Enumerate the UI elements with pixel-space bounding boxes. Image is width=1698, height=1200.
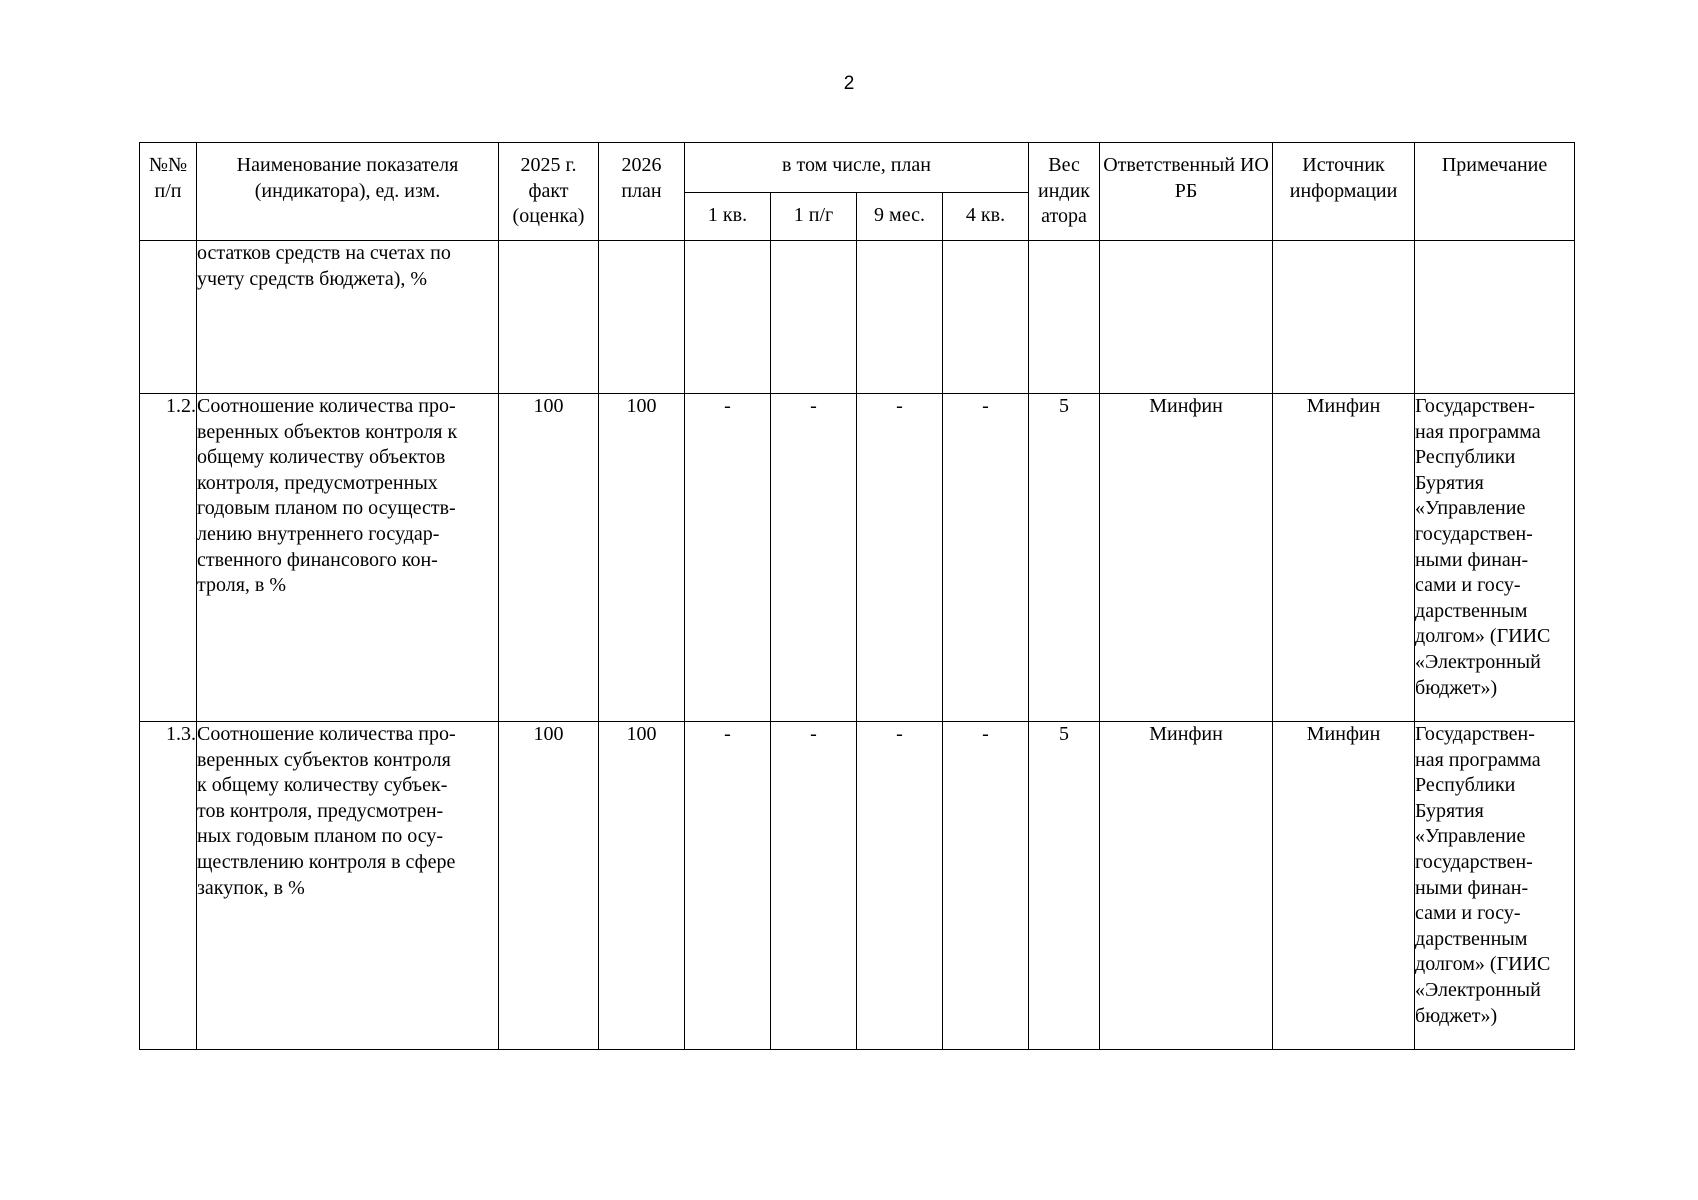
header-note: Примечание <box>1415 143 1575 241</box>
row-h1: - <box>771 722 857 1050</box>
header-q1: 1 кв. <box>685 193 771 241</box>
header-source: Источник информации <box>1273 143 1415 241</box>
row-fact-2025: 100 <box>499 722 599 1050</box>
cont-cell <box>685 241 771 394</box>
header-num: №№ п/п <box>140 143 197 241</box>
row-q1: - <box>685 722 771 1050</box>
cont-cell <box>599 241 685 394</box>
row-source: Минфин <box>1273 722 1415 1050</box>
table-row <box>140 722 1575 1050</box>
row-weight: 5 <box>1029 722 1100 1050</box>
cont-cell <box>1273 241 1415 394</box>
indicators-table <box>139 142 1575 1050</box>
table-row <box>140 394 1575 722</box>
row-weight: 5 <box>1029 394 1100 722</box>
header-fact-2025: 2025 г. факт (оценка) <box>499 143 599 241</box>
row-note: Государствен- ная программа Республики Бурятия «Управление государствен- ными финан- сами и госу- дарственным долгом» (ГИИС «Электронный бюджет») <box>1415 394 1575 722</box>
row-9m: - <box>857 394 943 722</box>
row-num: 1.2. <box>140 394 197 722</box>
row-responsible: Минфин <box>1100 722 1273 1050</box>
row-fact-2025: 100 <box>499 394 599 722</box>
cont-name: остатков средств на счетах по учету средств бюджета), % <box>197 241 499 394</box>
cont-cell <box>943 241 1029 394</box>
cont-cell <box>1029 241 1100 394</box>
header-q4: 4 кв. <box>943 193 1029 241</box>
row-q4: - <box>943 722 1029 1050</box>
header-name: Наименование показателя (индикатора), ед. изм. <box>197 143 499 241</box>
row-q4: - <box>943 394 1029 722</box>
cont-cell <box>499 241 599 394</box>
row-h1: - <box>771 394 857 722</box>
cont-cell <box>1415 241 1575 394</box>
row-plan-2026: 100 <box>599 722 685 1050</box>
cont-cell <box>857 241 943 394</box>
cont-cell <box>1100 241 1273 394</box>
row-name: Соотношение количества про- веренных субъектов контроля к общему количеству субъек- тов контроля, предусмотрен- ных годовым планом по осу- ществлению контроля в сфере закупок, в % <box>197 722 499 1050</box>
row-source: Минфин <box>1273 394 1415 722</box>
continuation-row <box>140 241 1575 394</box>
row-note: Государствен- ная программа Республики Бурятия «Управление государствен- ными финан- сами и госу- дарственным долгом» (ГИИС «Электронный бюджет») <box>1415 722 1575 1050</box>
header-weight: Вес индик атора <box>1029 143 1100 241</box>
header-incl-plan: в том числе, план <box>685 143 1029 193</box>
cont-cell <box>771 241 857 394</box>
page-number: 2 <box>843 73 855 94</box>
row-q1: - <box>685 394 771 722</box>
row-num: 1.3. <box>140 722 197 1050</box>
row-responsible: Минфин <box>1100 394 1273 722</box>
row-9m: - <box>857 722 943 1050</box>
header-9m: 9 мес. <box>857 193 943 241</box>
header-row <box>140 143 1575 193</box>
header-responsible: Ответственный ИО РБ <box>1100 143 1273 241</box>
cont-num <box>140 241 197 394</box>
row-plan-2026: 100 <box>599 394 685 722</box>
header-plan-2026: 2026 план <box>599 143 685 241</box>
row-name: Соотношение количества про- веренных объектов контроля к общему количеству объектов контроля, предусмотренных годовым планом по осуществ- лению внутреннего государ- ственного финансового кон- троля, в % <box>197 394 499 722</box>
header-h1: 1 п/г <box>771 193 857 241</box>
